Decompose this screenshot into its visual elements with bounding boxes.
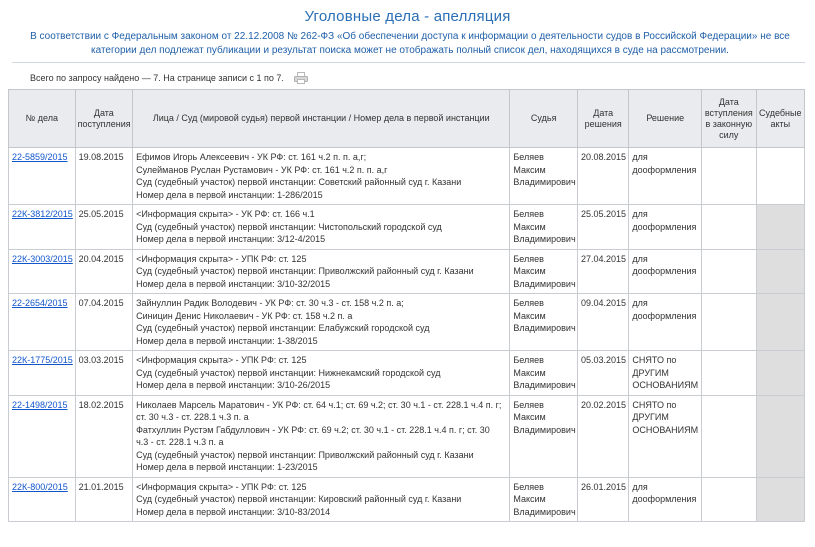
decision-line: для xyxy=(632,209,648,219)
judge-name-line: Владимирович xyxy=(513,380,576,390)
persons-cell xyxy=(133,351,510,396)
case-number-cell xyxy=(9,351,76,396)
decision-cell xyxy=(629,395,702,477)
effective-date-cell xyxy=(702,395,756,477)
judge-cell xyxy=(510,249,578,294)
persons-line: Номер дела в первой инстанции: 3/10-83/2014 xyxy=(136,506,331,517)
decision-cell xyxy=(629,249,702,294)
persons-line: Номер дела в первой инстанции: 3/10-26/2015 xyxy=(136,380,331,390)
court-acts-cell xyxy=(756,351,804,396)
case-number-link[interactable]: 22К-3003/2015 xyxy=(12,253,73,264)
table-row xyxy=(9,351,805,396)
judge-name-line: Владимирович xyxy=(513,177,576,187)
persons-line: Номер дела в первой инстанции: 1-23/2015 xyxy=(136,462,318,472)
decision-line: ДРУГИМ xyxy=(632,412,669,422)
persons-cell xyxy=(133,249,510,294)
decision-date-cell: 20.02.2015 xyxy=(577,395,628,477)
persons-line: ч.3 - ст. 228.1 ч.3 п. а xyxy=(136,437,224,447)
decision-line: для xyxy=(632,298,648,308)
decision-date-cell: 26.01.2015 xyxy=(577,477,628,522)
column-header-persons[interactable]: Лица / Суд (мировой судья) первой инстанции / Номер дела в первой инстанции xyxy=(133,90,510,148)
decision-cell xyxy=(629,294,702,351)
case-number-cell xyxy=(9,294,76,351)
judge-name-line: Беляев xyxy=(513,253,544,264)
persons-line: Номер дела в первой инстанции: 3/12-4/2015 xyxy=(136,234,326,244)
judge-name-line: Максим xyxy=(513,221,546,232)
decision-cell xyxy=(629,351,702,396)
received-date-cell: 03.03.2015 xyxy=(75,351,133,396)
judge-name-line: Максим xyxy=(513,164,546,175)
decision-cell xyxy=(629,148,702,205)
decision-date-cell: 05.03.2015 xyxy=(577,351,628,396)
persons-line: <Информация скрыта> - УПК РФ: ст. 125 xyxy=(136,355,307,365)
publication-notice: В соответствии с Федеральным законом от 22.12.2008 № 262-ФЗ «Об обеспечении доступа к информации о деятельности судов в Российской Федерации» не все категории дел подлежат публикации и результат поиска может не отображать полный список дел, находящихся в суде на рассмотрении. xyxy=(30,31,790,56)
persons-line: Сулейманов Руслан Рустамович - УК РФ: ст. 161 ч.2 п. п. а,г xyxy=(136,164,388,175)
persons-line: <Информация скрыта> - УПК РФ: ст. 125 xyxy=(136,253,307,264)
persons-line: ст. 30 ч.3 - ст. 228.1 ч.3 п. а xyxy=(136,412,249,422)
court-acts-cell xyxy=(756,205,804,250)
persons-line: Номер дела в первой инстанции: 1-286/2015 xyxy=(136,189,323,200)
case-number-link[interactable]: 22-1498/2015 xyxy=(12,399,68,410)
judge-name-line: Владимирович xyxy=(513,506,576,517)
judge-name-line: Владимирович xyxy=(513,234,576,244)
judge-cell xyxy=(510,395,578,477)
persons-line: Ефимов Игорь Алексеевич - УК РФ: ст. 161 ч.2 п. п. а,г; xyxy=(136,152,367,162)
persons-line: Номер дела в первой инстанции: 1-38/2015 xyxy=(136,335,318,346)
table-row xyxy=(9,205,805,250)
judge-cell xyxy=(510,294,578,351)
decision-line: дооформления xyxy=(632,266,697,276)
table-row xyxy=(9,148,805,205)
judge-name-line: Максим xyxy=(513,412,546,422)
persons-line: Суд (судебный участок) первой инстанции: Нижнекамский городской суд xyxy=(136,367,441,378)
effective-date-cell xyxy=(702,477,756,522)
judge-name-line: Максим xyxy=(513,494,546,504)
decision-line: ОСНОВАНИЯМ xyxy=(632,380,699,390)
case-number-link[interactable]: 22-5859/2015 xyxy=(12,152,68,162)
decision-line: дооформления xyxy=(632,494,697,504)
decision-cell xyxy=(629,205,702,250)
persons-cell xyxy=(133,294,510,351)
court-acts-cell xyxy=(756,477,804,522)
decision-line: для xyxy=(632,253,648,264)
received-date-cell: 07.04.2015 xyxy=(75,294,133,351)
case-number-cell xyxy=(9,477,76,522)
judge-name-line: Беляев xyxy=(513,152,544,162)
effective-date-cell xyxy=(702,249,756,294)
received-date-cell: 19.08.2015 xyxy=(75,148,133,205)
decision-date-cell: 25.05.2015 xyxy=(577,205,628,250)
persons-cell xyxy=(133,477,510,522)
persons-line: Николаев Марсель Маратович - УК РФ: ст. 64 ч.1; ст. 69 ч.2; ст. 30 ч.1 - ст. 228.1 ч.4 п. г; xyxy=(136,399,502,410)
court-acts-cell xyxy=(756,148,804,205)
judge-name-line: Максим xyxy=(513,310,546,321)
printer-icon[interactable] xyxy=(294,72,308,84)
case-number-link[interactable]: 22К-3812/2015 xyxy=(12,209,73,219)
persons-line: Зайнуллин Радик Володевич - УК РФ: ст. 30 ч.3 - ст. 158 ч.2 п. а; xyxy=(136,298,404,308)
effective-date-cell xyxy=(702,148,756,205)
effective-date-cell xyxy=(702,205,756,250)
persons-cell xyxy=(133,205,510,250)
column-header-judge[interactable]: Судья xyxy=(510,90,578,148)
received-date-cell: 21.01.2015 xyxy=(75,477,133,522)
judge-cell xyxy=(510,351,578,396)
judge-name-line: Владимирович xyxy=(513,278,576,289)
judge-name-line: Владимирович xyxy=(513,424,576,435)
decision-cell xyxy=(629,477,702,522)
decision-line: дооформления xyxy=(632,221,697,232)
court-acts-cell xyxy=(756,395,804,477)
persons-line: <Информация скрыта> - УК РФ: ст. 166 ч.1 xyxy=(136,209,315,219)
case-number-cell xyxy=(9,249,76,294)
persons-line: Суд (судебный участок) первой инстанции: Приволжский районный суд г. Казани xyxy=(136,266,474,276)
persons-line: Синицин Денис Николаевич - УК РФ: ст. 158 ч.2 п. а xyxy=(136,310,353,321)
decision-line: СНЯТО по xyxy=(632,355,677,365)
persons-line: Суд (судебный участок) первой инстанции: Чистопольский городской суд xyxy=(136,221,442,232)
judge-name-line: Максим xyxy=(513,367,546,378)
persons-line: Суд (судебный участок) первой инстанции: Елабужский городской суд xyxy=(136,323,430,333)
persons-line: Суд (судебный участок) первой инстанции: Приволжский районный суд г. Казани xyxy=(136,449,474,460)
judge-cell xyxy=(510,477,578,522)
column-header-decision[interactable]: Решение xyxy=(629,90,702,148)
results-summary: Всего по запросу найдено — 7. На странице записи с 1 по 7. xyxy=(30,73,284,83)
court-acts-cell xyxy=(756,294,804,351)
judge-name-line: Беляев xyxy=(513,298,544,308)
cases-table xyxy=(8,89,805,522)
divider xyxy=(12,62,805,63)
judge-name-line: Беляев xyxy=(513,209,544,219)
table-header-row xyxy=(9,90,805,148)
persons-line: Суд (судебный участок) первой инстанции: Советский районный суд г. Казани xyxy=(136,177,462,187)
court-acts-cell xyxy=(756,249,804,294)
judge-name-line: Беляев xyxy=(513,355,544,365)
column-header-received[interactable]: Дата поступления xyxy=(75,90,133,148)
judge-name-line: Беляев xyxy=(513,399,544,410)
persons-line: <Информация скрыта> - УПК РФ: ст. 125 xyxy=(136,481,307,492)
column-header-effective-date[interactable]: Дата вступления в законную силу xyxy=(702,90,756,148)
received-date-cell: 25.05.2015 xyxy=(75,205,133,250)
decision-line: дооформления xyxy=(632,310,697,321)
decision-date-cell: 27.04.2015 xyxy=(577,249,628,294)
decision-date-cell: 20.08.2015 xyxy=(577,148,628,205)
case-number-link[interactable]: 22К-800/2015 xyxy=(12,481,68,492)
decision-line: ОСНОВАНИЯМ xyxy=(632,424,699,435)
decision-line: для xyxy=(632,152,648,162)
case-number-link[interactable]: 22-2654/2015 xyxy=(12,298,68,308)
column-header-acts[interactable]: Судебные акты xyxy=(756,90,804,148)
judge-cell xyxy=(510,148,578,205)
table-row xyxy=(9,395,805,477)
judge-cell xyxy=(510,205,578,250)
decision-line: ДРУГИМ xyxy=(632,367,669,378)
persons-cell xyxy=(133,395,510,477)
results-summary-bar xyxy=(30,72,308,84)
page-title: Уголовные дела - апелляция xyxy=(304,8,511,25)
received-date-cell: 20.04.2015 xyxy=(75,249,133,294)
decision-line: дооформления xyxy=(632,164,697,175)
case-number-cell xyxy=(9,205,76,250)
received-date-cell: 18.02.2015 xyxy=(75,395,133,477)
judge-name-line: Беляев xyxy=(513,481,544,492)
column-header-case-number[interactable]: № дела xyxy=(9,90,76,148)
decision-line: для xyxy=(632,481,648,492)
column-header-decision-date[interactable]: Дата решения xyxy=(577,90,628,148)
table-row xyxy=(9,294,805,351)
table-row xyxy=(9,477,805,522)
persons-line: Фатхуллин Рустэм Габдуллович - УК РФ: ст. 69 ч.2; ст. 30 ч.1 - ст. 228.1 ч.4 п. г; ст. 30 xyxy=(136,424,490,435)
decision-line: СНЯТО по xyxy=(632,399,677,410)
table-row xyxy=(9,249,805,294)
judge-name-line: Владимирович xyxy=(513,323,576,333)
effective-date-cell xyxy=(702,294,756,351)
judge-name-line: Максим xyxy=(513,266,546,276)
case-number-cell xyxy=(9,395,76,477)
persons-cell xyxy=(133,148,510,205)
persons-line: Суд (судебный участок) первой инстанции: Кировский районный суд г. Казани xyxy=(136,494,462,504)
persons-line: Номер дела в первой инстанции: 3/10-32/2015 xyxy=(136,278,331,289)
effective-date-cell xyxy=(702,351,756,396)
case-number-cell xyxy=(9,148,76,205)
decision-date-cell: 09.04.2015 xyxy=(577,294,628,351)
case-number-link[interactable]: 22К-1775/2015 xyxy=(12,355,73,365)
